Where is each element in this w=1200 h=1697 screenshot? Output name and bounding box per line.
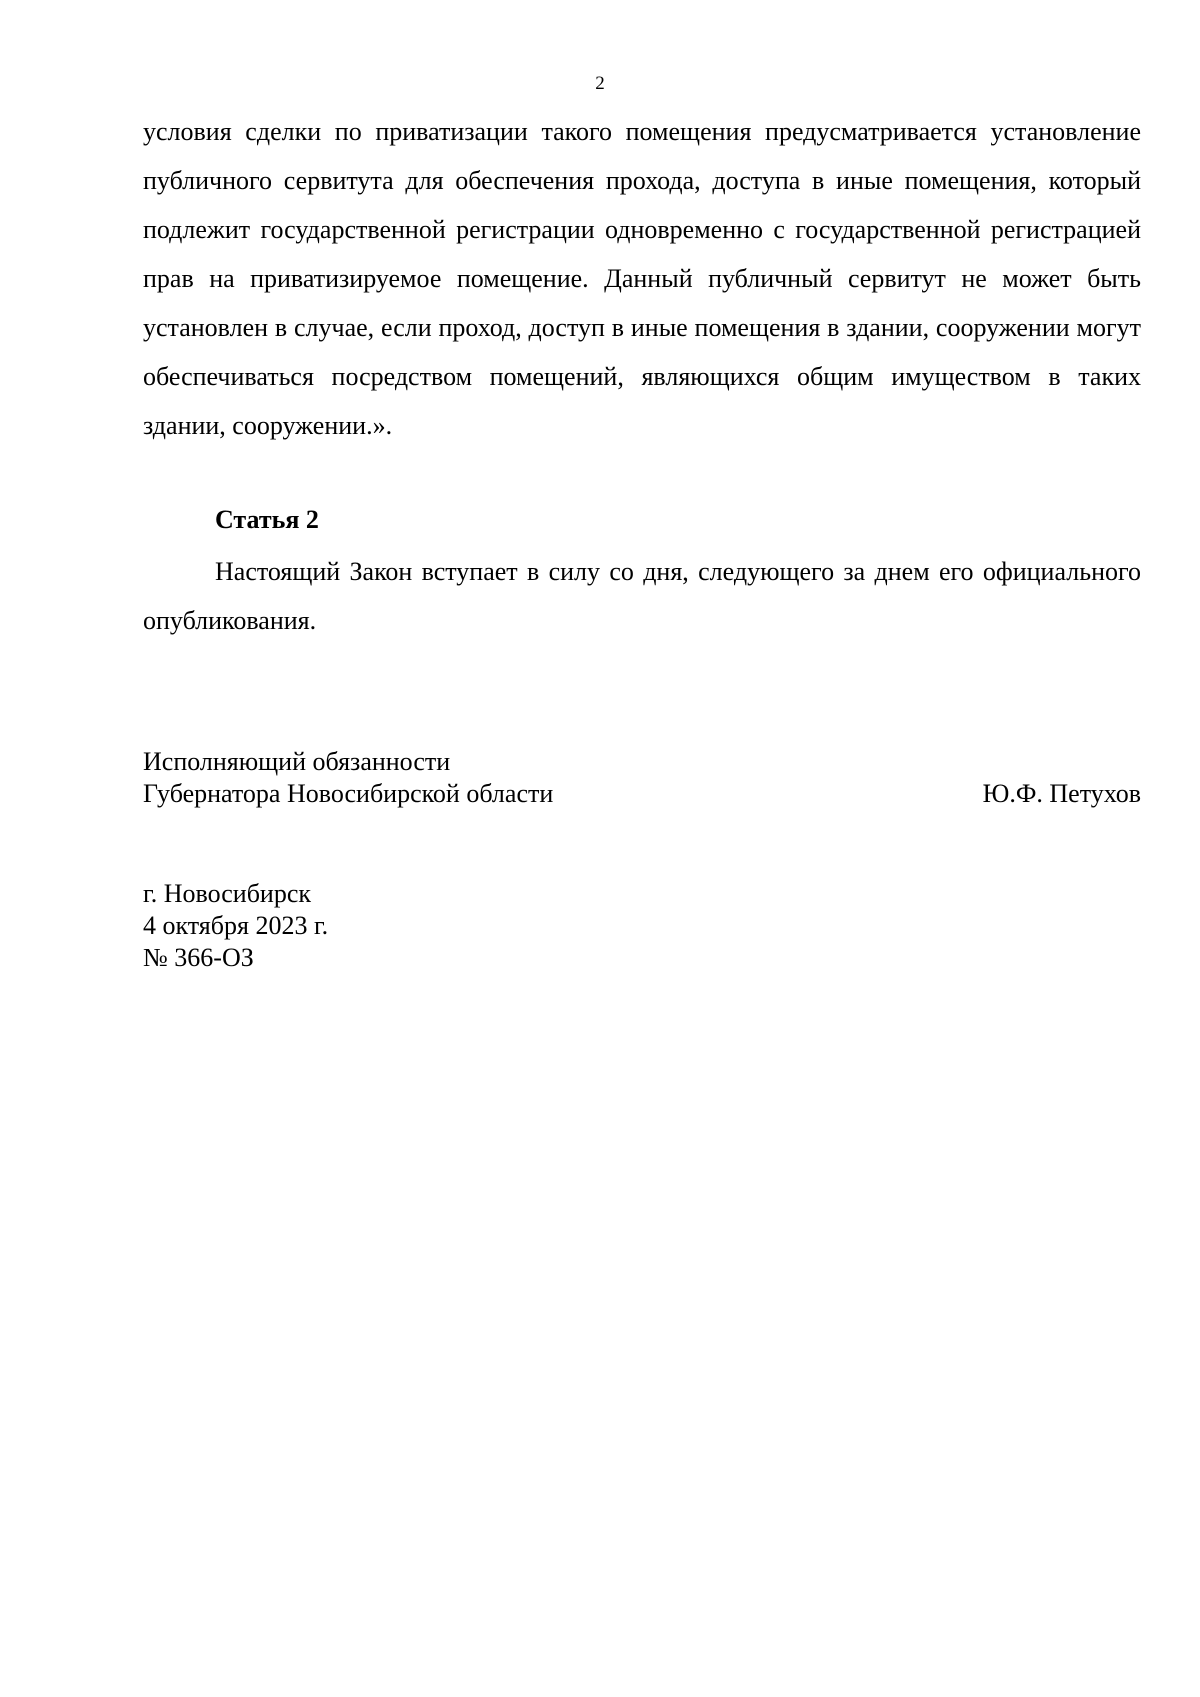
continued-paragraph: условия сделки по приватизации такого помещения предусматривается установление публичного сервитута для обеспечения прохода, доступа в иные помещения, который подлежит государственной регистрации одновременно с государственной регистрацией прав на приватизируемое помещение. Данный публичный сервитут не может быть установлен в случае, если проход, доступ в иные помещения в здании, сооружении могут обеспечиваться посредством помещений, являющихся общим имуществом в таких здании, сооружении.». bbox=[143, 117, 1141, 440]
city: г. Новосибирск bbox=[143, 879, 312, 908]
place-date-block bbox=[143, 878, 328, 974]
article-text: Настоящий Закон вступает в силу со дня, следующего за днем его официального опубликования. bbox=[143, 557, 1141, 635]
continued-paragraph-block bbox=[143, 107, 1141, 450]
article-text-block bbox=[143, 547, 1141, 645]
signature-title-line1: Исполняющий обязанности bbox=[143, 747, 451, 776]
signature-row bbox=[143, 778, 1141, 810]
law-number: № 366-ОЗ bbox=[143, 943, 254, 972]
article-heading: Статья 2 bbox=[215, 505, 319, 534]
signature-title-line2: Губернатора Новосибирской области bbox=[143, 779, 554, 808]
signature-block bbox=[143, 746, 1141, 810]
date: 4 октября 2023 г. bbox=[143, 911, 329, 940]
page-number: 2 bbox=[595, 73, 605, 94]
signatory-name: Ю.Ф. Петухов bbox=[982, 779, 1141, 808]
